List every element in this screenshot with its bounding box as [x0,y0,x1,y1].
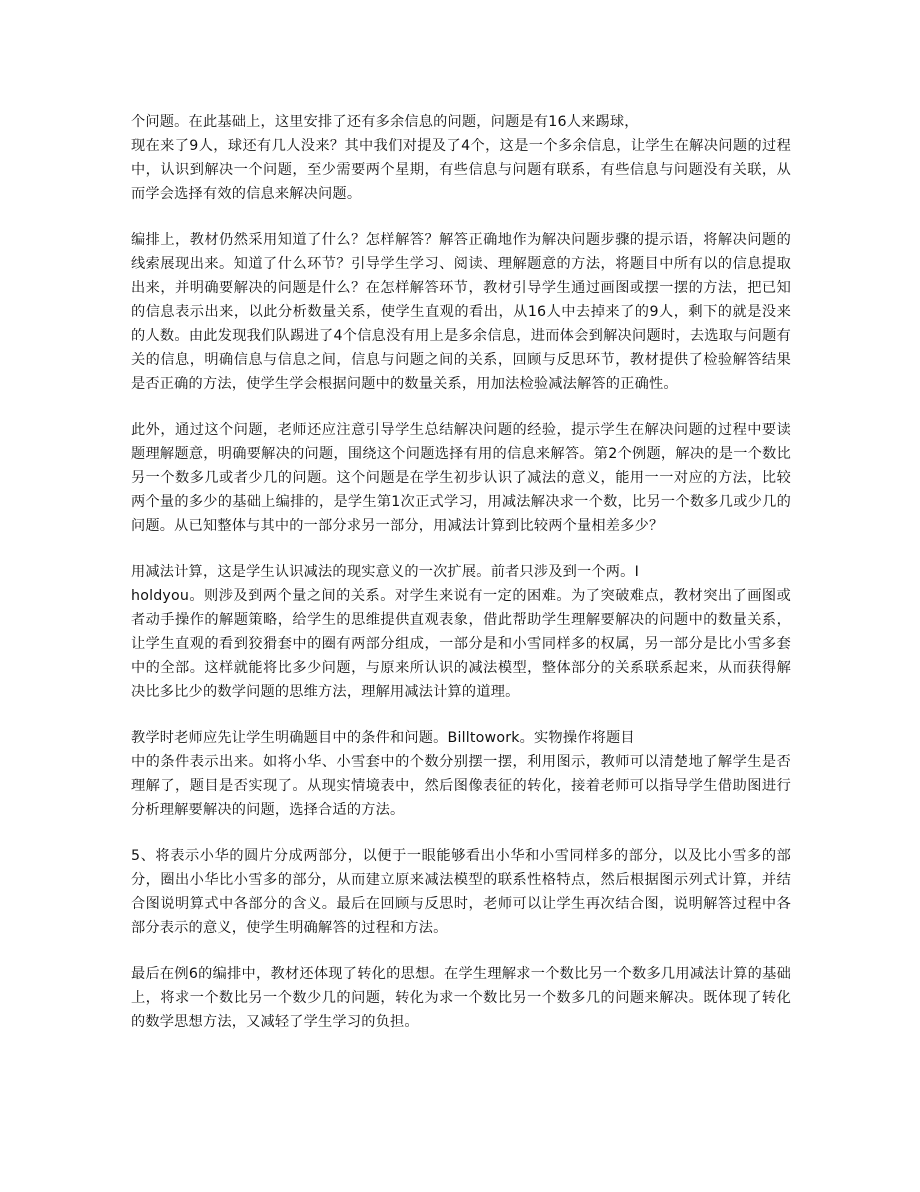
paragraph-5 [131,726,791,822]
paragraph-5-line-2: 中的条件表示出来。如将小华、小雪套中的个数分别摆一摆，利用图示，教师可以清楚地了解学生是否理解了，题目是否实现了。从现实情境表中，然后图像表征的转化，接着老师可以指导学生借助图进行分析理解要解决的问题，选择合适的方法。 [131,754,791,818]
paragraph-4 [131,560,791,704]
paragraph-6-text: 5、将表示小华的圆片分成两部分，以便于一眼能够看出小华和小雪同样多的部分，以及比小雪多的部分，圈出小华比小雪多的部分，从而建立原来减法模型的联系性格特点，然后根据图示列式计算，并结合图说明算式中各部分的含义。最后在回顾与反思时，老师可以让学生再次结合图，说明解答过程中各部分表示的意义，使学生明确解答的过程和方法。 [131,848,791,936]
paragraph-3 [131,418,791,538]
paragraph-2 [131,228,791,396]
paragraph-3-text: 此外，通过这个问题，老师还应注意引导学生总结解决问题的经验，提示学生在解决问题的过程中要读题理解题意，明确要解决的问题，围绕这个问题选择有用的信息来解答。第2个例题，解决的是一个数比另一个数多几或者少几的问题。这个问题是在学生初步认识了减法的意义，能用一一对应的方法，比较两个量的多少的基础上编排的，是学生第1次正式学习，用减法解决求一个数，比另一个数多几或少几的问题。从已知整体与其中的一部分求另一部分，用减法计算到比较两个量相差多少？ [131,422,791,534]
paragraph-4-line-2: holdyou。则涉及到两个量之间的关系。对学生来说有一定的困难。为了突破难点，教材突出了画图或者动手操作的解题策略，给学生的思维提供直观表象，借此帮助学生理解要解决的问题中的数量关系，让学生直观的看到狡猾套中的圈有两部分组成，一部分是和小雪同样多的权属，另一部分是比小雪多套中的全部。这样就能将比多少问题，与原来所认识的减法模型，整体部分的关系联系起来，从而获得解决比多比少的数学问题的思维方法，理解用减法计算的道理。 [131,588,791,700]
paragraph-4-line-1: 用减法计算，这是学生认识减法的现实意义的一次扩展。前者只涉及到一个两。I [131,564,639,580]
paragraph-1-line-1: 个问题。在此基础上，这里安排了还有多余信息的问题，问题是有16人来踢球， [131,114,639,130]
paragraph-1 [131,110,791,206]
paragraph-2-text: 编排上，教材仍然采用知道了什么？怎样解答？解答正确地作为解决问题步骤的提示语，将解决问题的线索展现出来。知道了什么环节？引导学生学习、阅读、理解题意的方法，将题目中所有以的信息提取出来，并明确要解决的问题是什么？在怎样解答环节，教材引导学生通过画图或摆一摆的方法，把已知的信息表示出来，以此分析数量关系，使学生直观的看出，从16人中去掉来了的9人，剩下的就是没来的人数。由此发现我们队踢进了4个信息没有用上是多余信息，进而体会到解决问题时，去选取与问题有关的信息，明确信息与信息之间，信息与问题之间的关系，回顾与反思环节，教材提供了检验解答结果是否正确的方法，使学生学会根据问题中的数量关系，用加法检验减法解答的正确性。 [131,232,791,392]
document-page [131,110,791,1056]
paragraph-7 [131,962,791,1034]
paragraph-6 [131,844,791,940]
paragraph-7-text: 最后在例6的编排中，教材还体现了转化的思想。在学生理解求一个数比另一个数多几用减法计算的基础上，将求一个数比另一个数少几的问题，转化为求一个数比另一个数多几的问题来解决。既体现了转化的数学思想方法，又减轻了学生学习的负担。 [131,966,791,1030]
paragraph-5-line-1: 教学时老师应先让学生明确题目中的条件和问题。Billtowork。实物操作将题目 [131,730,635,746]
paragraph-1-line-2: 现在来了9人，球还有几人没来？其中我们对提及了4个，这是一个多余信息，让学生在解决问题的过程中，认识到解决一个问题，至少需要两个星期，有些信息与问题有联系，有些信息与问题没有关联，从而学会选择有效的信息来解决问题。 [131,138,791,202]
